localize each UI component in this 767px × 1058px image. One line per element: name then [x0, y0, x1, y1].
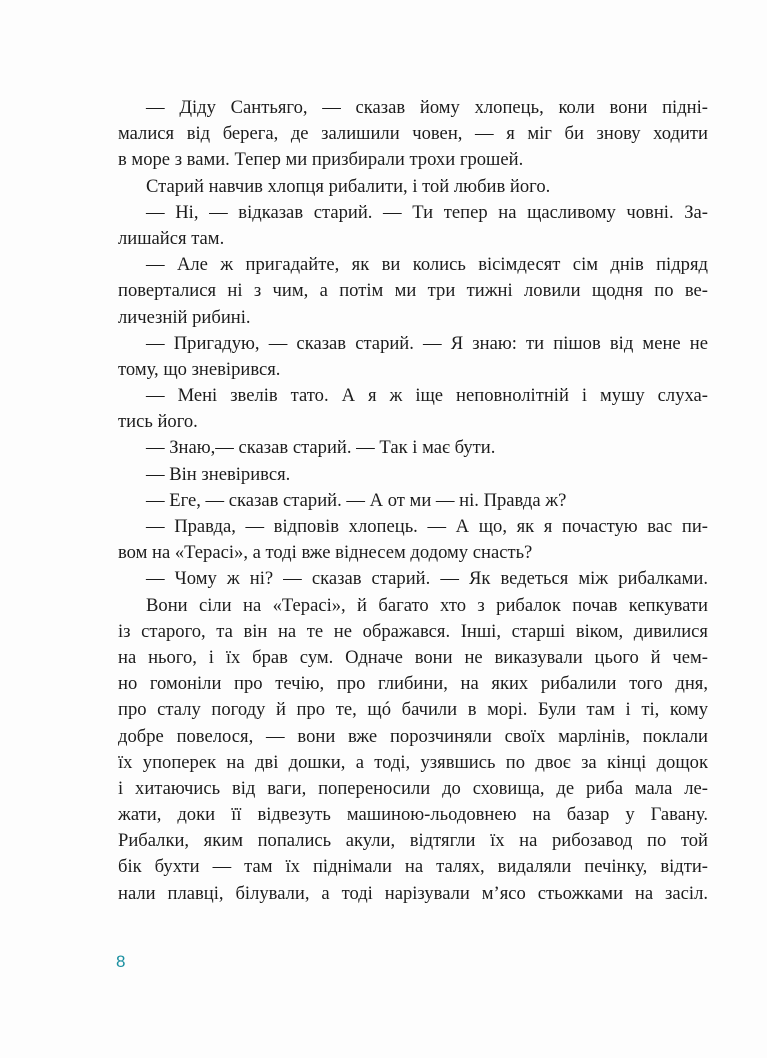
text-line: Вони сіли на «Терасі», й багато хто з рибалок почав кепкувати: [146, 594, 708, 616]
text-line: — Мені звелів тато. А я ж іще неповнолітній і мушу слуха-: [146, 385, 708, 407]
text-line: — Діду Сантьяго, — сказав йому хлопець, коли вони підні-: [146, 97, 708, 118]
text-line: тись його.: [118, 411, 198, 433]
text-line: вом на «Терасі», а тоді вже віднесем додому снасть?: [118, 542, 533, 564]
text-line: Рибалки, яким попались акули, відтягли їх на рибозавод по той: [118, 830, 708, 852]
text-line: малися від берега, де залишили човен, — я міг би знову ходити: [118, 123, 708, 145]
text-line: бік бухти — там їх піднімали на талях, видаляли печінку, відти-: [118, 856, 708, 878]
text-line: — Знаю,— сказав старий. — Так і має бути.: [146, 437, 496, 459]
text-line: на нього, і їх брав сум. Одначе вони не виказували цього й чем-: [118, 646, 708, 668]
text-line: Старий навчив хлопця рибалити, і той любив його.: [146, 175, 551, 197]
text-line: личезній рибині.: [118, 306, 251, 328]
text-line: і хитаючись від ваги, попереносили до сховища, де риба мала ле-: [118, 777, 708, 799]
text-line: із старого, та він на те не ображався. Інші, старші віком, дивилися: [118, 620, 708, 642]
page-number: 8: [116, 952, 126, 971]
text-line: тому, що зневірився.: [118, 358, 281, 380]
text-line: — Він зневірився.: [146, 463, 291, 485]
text-line: жати, доки її відвезуть машиною-льодовнею на базар у Гавану.: [118, 804, 708, 826]
text-line: лишайся там.: [118, 227, 225, 249]
text-line: но гомоніли про течію, про глибини, на яких рибалили того дня,: [118, 673, 708, 695]
body-text: [118, 95, 708, 907]
text-line: — Правда, — відповів хлопець. — А що, як я почастую вас пи-: [146, 516, 708, 537]
text-line: добре повелося, — вони вже порозчиняли своїх марлінів, поклали: [118, 725, 708, 747]
text-line: — Пригадую, — сказав старий. — Я знаю: ти пішов від мене не: [146, 332, 708, 354]
text-line: поверталися ні з чим, а потім ми три тижні ловили щодня по ве-: [118, 280, 708, 302]
text-line: нали плавці, білували, а тоді нарізували м’ясо стьожками на засіл.: [118, 882, 708, 904]
text-line: — Еге, — сказав старий. — А от ми — ні. Правда ж?: [146, 489, 567, 511]
text-line: в море з вами. Тепер ми призбирали трохи грошей.: [118, 149, 524, 171]
text-line: — Чому ж ні? — сказав старий. — Як ведеться між рибалками.: [146, 568, 708, 590]
text-line: про сталу погоду й про те, щó бачили в морі. Були там і ті, кому: [118, 699, 708, 721]
text-line: — Але ж пригадайте, як ви колись вісімдесят сім днів підряд: [146, 254, 708, 276]
text-line: — Ні, — відказав старий. — Ти тепер на щасливому човні. За-: [146, 201, 708, 223]
text-line: їх упоперек на дві дошки, а тоді, узявшись по двоє за кінці дощок: [118, 751, 708, 773]
